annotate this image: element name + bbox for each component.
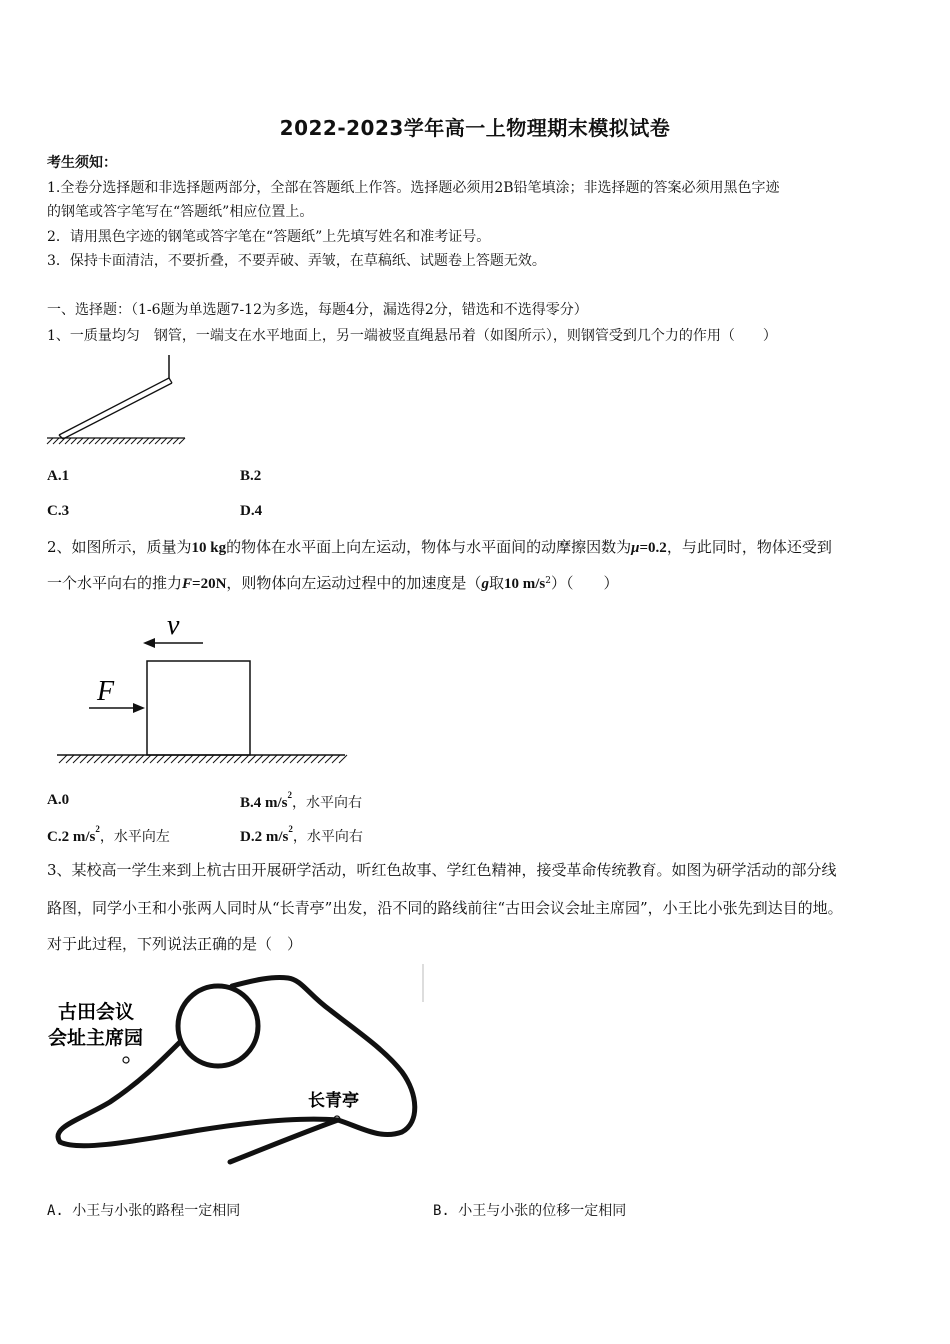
destination-marker-icon: [123, 1057, 129, 1063]
q1-option-c[interactable]: C.3: [47, 503, 70, 519]
q2-option-b[interactable]: B.4 $m/s^2$，水平向右: [240, 790, 363, 811]
notice-heading: 考生须知：: [47, 155, 117, 171]
notice-item-1: 1.全卷分选择题和非选择题两部分，全部在答题纸上作答。选择题必须用2B铅笔填涂；非选择题的答案必须用黑色字迹: [47, 180, 780, 196]
destination-label-2: 会址主席园: [48, 1027, 144, 1049]
start-label: 长青亭: [308, 1091, 359, 1111]
q3-option-b[interactable]: B. 小王与小张的位移一定相同: [433, 1203, 627, 1219]
page-title: 2022-2023学年高一上物理期末模拟试卷: [279, 116, 671, 140]
notice-item-3: 3．保持卡面清洁，不要折叠，不要弄破、弄皱，在草稿纸、试题卷上答题无效。: [47, 253, 546, 269]
q3-stem-line-1: 3、某校高一学生来到上杭古田开展研学活动，听红色故事、学红色精神，接受革命传统教育。如图为研学活动的部分线: [47, 861, 837, 879]
q2-stem-line-2: 一个水平向右的推力F=20N，则物体向左运动过程中的加速度是（g取10 $m/s^2$）（ ）: [47, 574, 619, 592]
q1-option-a[interactable]: A.1: [47, 468, 70, 484]
velocity-arrow-icon: [143, 638, 155, 648]
q3-stem-line-3: 对于此过程，下列说法正确的是（ ）: [47, 935, 303, 953]
q2-stem-line-1: 2、如图所示，质量为10 kg的物体在水平面上向左运动，物体与水平面间的动摩擦因数为μ=0.2，与此同时，物体还受到: [47, 538, 832, 556]
q1-figure-pipe: [45, 355, 190, 450]
destination-label-1: 古田会议: [58, 1001, 135, 1023]
force-arrow-icon: [133, 703, 145, 713]
q3-stem-line-2: 路图，同学小王和小张两人同时从“长青亭”出发，沿不同的路线前往“古田会议会址主席园”，小王比小张先到达目的地。: [47, 899, 843, 917]
q2-option-d[interactable]: D.2 $m/s^2$，水平向右: [240, 824, 363, 845]
q1-option-d[interactable]: D.4: [240, 503, 263, 519]
q2-figure-block: [55, 610, 350, 770]
q3-option-a[interactable]: A. 小王与小张的路程一定相同: [47, 1203, 241, 1219]
force-label: F: [97, 676, 115, 707]
notice-item-1-cont: 的钢笔或答字笔写在“答题纸”相应位置上。: [47, 204, 314, 220]
q1-option-b[interactable]: B.2: [240, 468, 262, 484]
q3-route-map: [40, 962, 430, 1172]
notice-item-2: 2．请用黑色字迹的钢笔或答字笔在“答题纸”上先填写姓名和准考证号。: [47, 229, 491, 245]
section-heading: 一、选择题：（1-6题为单选题7-12为多选，每题4分，漏选得2分，错选和不选得零分）: [47, 302, 588, 318]
block: [147, 661, 250, 755]
velocity-label: v: [167, 610, 180, 641]
q2-option-c[interactable]: C.2 $m/s^2$，水平向左: [47, 824, 170, 845]
q1-stem: 1、一质量均匀 钢管，一端支在水平地面上，另一端被竖直绳悬吊着（如图所示），则钢管受到几个力的作用（ ）: [47, 328, 777, 344]
q2-option-a[interactable]: A.0: [47, 792, 70, 808]
